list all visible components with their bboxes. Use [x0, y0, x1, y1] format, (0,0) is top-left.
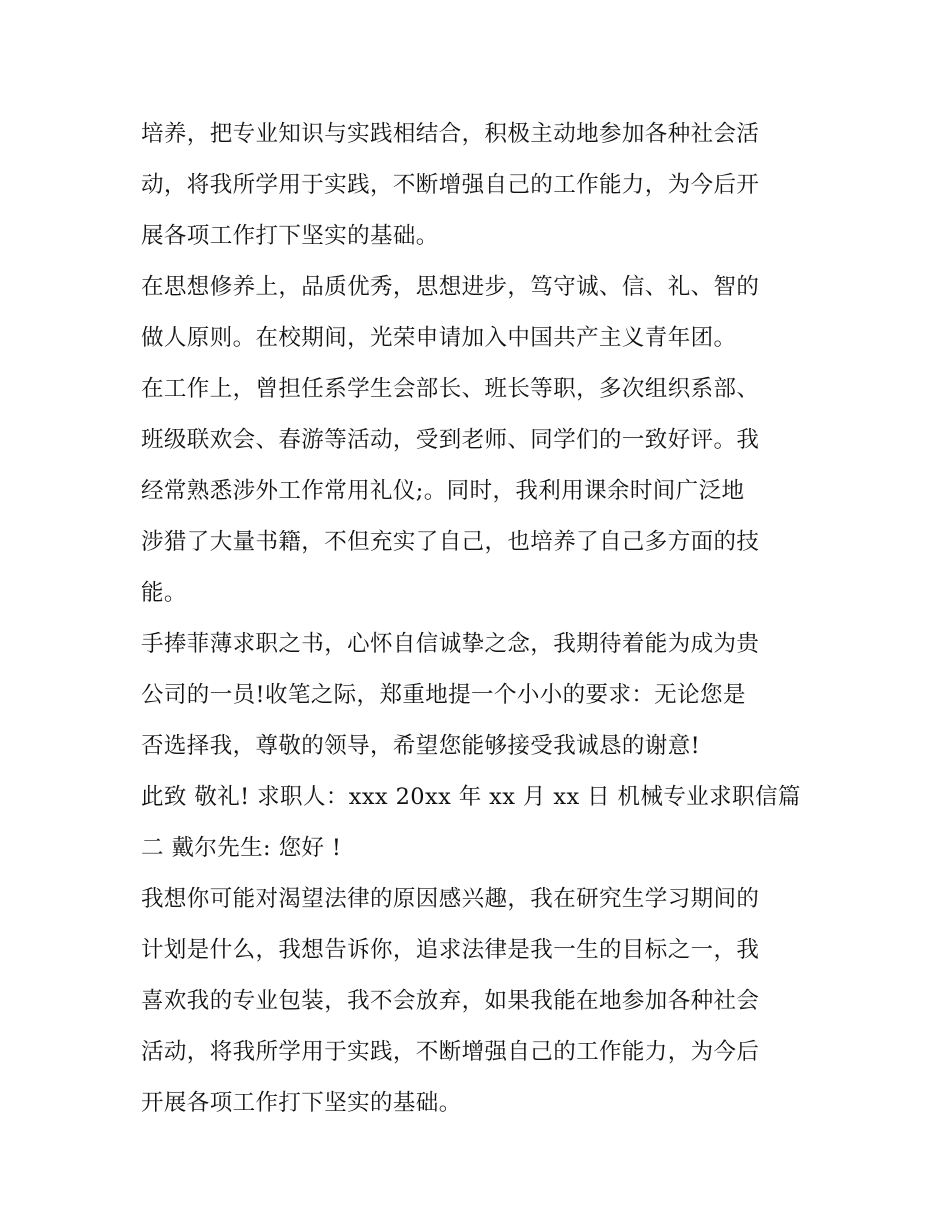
text-line: 展各项工作打下坚实的基础。: [141, 223, 439, 249]
text-line: 动，将我所学用于实践，不断增强自己的工作能力，为今后开: [141, 172, 760, 198]
text-line: 培养，把专业知识与实践相结合，积极主动地参加各种社会活: [141, 121, 760, 147]
text-line: 做人原则。在校期间，光荣申请加入中国共产主义青年团。: [141, 325, 737, 351]
text-line: 在工作上，曾担任系学生会部长、班长等职，多次组织系部、: [141, 376, 760, 402]
text-line: 此致 敬礼! 求职人：xxx 20xx 年 xx 月 xx 日 机械专业求职信篇: [141, 784, 801, 810]
text-line: 喜欢我的专业包装，我不会放弃，如果我能在地参加各种社会: [141, 988, 760, 1014]
text-line: 开展各项工作打下坚实的基础。: [141, 1090, 462, 1116]
text-line: 计划是什么，我想告诉你，追求法律是我一生的目标之一，我: [141, 937, 760, 963]
text-line: 公司的一员!收笔之际，郑重地提一个小小的要求：无论您是: [141, 682, 746, 708]
text-line: 能。: [141, 580, 187, 606]
text-line: 手捧菲薄求职之书，心怀自信诚挚之念，我期待着能为成为贵: [141, 631, 760, 657]
text-line: 二 戴尔先生: 您好 !: [141, 835, 342, 861]
text-line: 否选择我，尊敬的领导，希望您能够接受我诚恳的谢意!: [141, 733, 701, 759]
text-line: 班级联欢会、春游等活动，受到老师、同学们的一致好评。我: [141, 427, 760, 453]
text-line: 活动，将我所学用于实践，不断增强自己的工作能力，为今后: [141, 1039, 760, 1065]
text-line: 我想你可能对渴望法律的原因感兴趣，我在研究生学习期间的: [141, 886, 760, 912]
text-line: 在思想修养上，品质优秀，思想进步，笃守诚、信、礼、智的: [141, 274, 760, 300]
text-line: 涉猎了大量书籍，不但充实了自己，也培养了自己多方面的技: [141, 529, 760, 555]
body-text: [141, 109, 821, 1129]
text-line: 经常熟悉涉外工作常用礼仪;。同时，我利用课余时间广泛地: [141, 478, 745, 504]
